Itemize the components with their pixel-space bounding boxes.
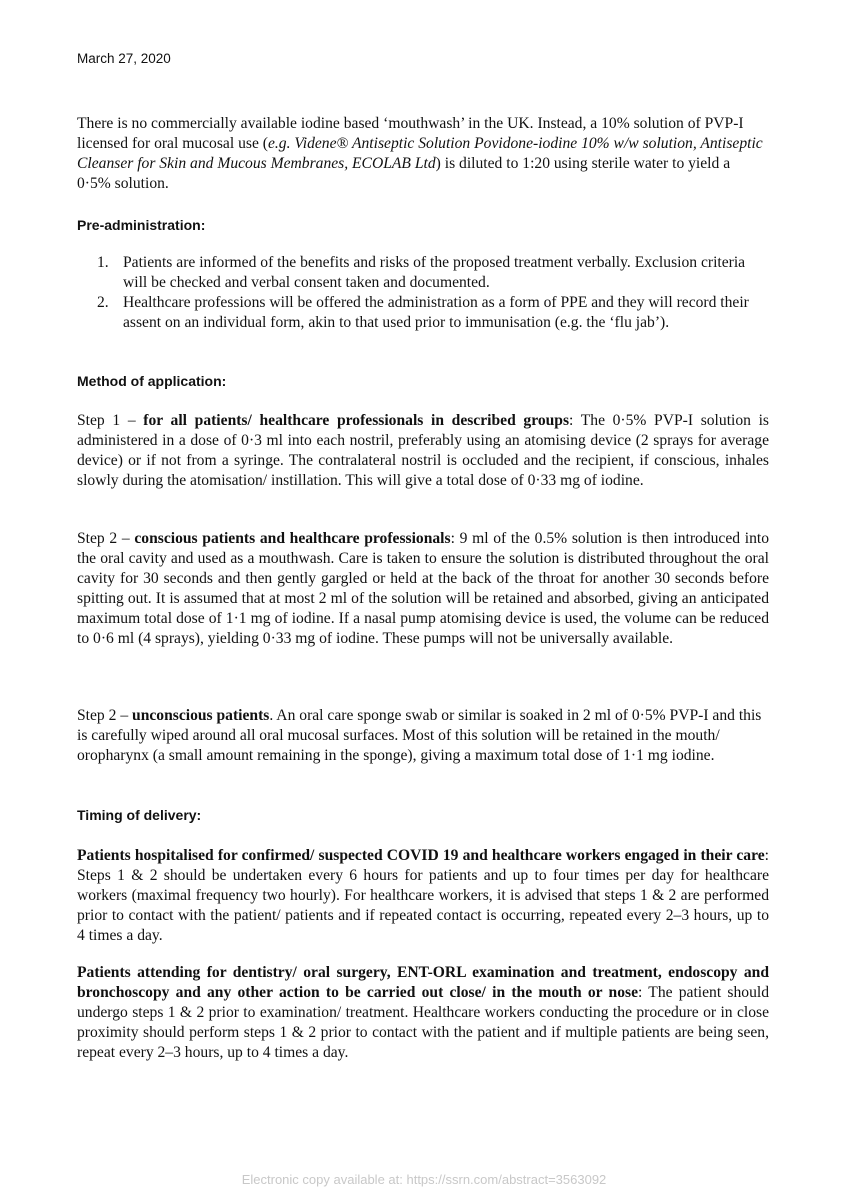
timing-attending-paragraph (77, 963, 769, 1063)
timing-group-label: Patients attending for dentistry/ oral surgery, ENT-ORL examination and treatment, endoscopy and bronchoscopy and any other action to be carried out close/ in the mouth or nose (77, 964, 769, 1001)
method-heading-prefix: Method of (77, 373, 148, 389)
method-heading (77, 371, 769, 391)
document-date: March 27, 2020 (77, 51, 171, 66)
step-label: Step 2 – (77, 707, 133, 724)
list-item-number: 2. (97, 294, 109, 311)
step-description: . An oral care sponge swab or similar is soaked in 2 ml of 0·5% PVP-I and this is carefully wiped around all oral mucosal surfaces. Most of this solution will be retained in the mouth/ oropharynx (a small amount remaining in the sponge), giving a maximum total dose of 1·1 mg iodine. (77, 707, 762, 764)
step-target-group: unconscious patients (132, 707, 270, 724)
intro-text-end: ) is diluted to 1:20 using sterile water to yield a 0·5% solution. (77, 155, 731, 192)
timing-heading: Timing of delivery: (77, 807, 202, 823)
timing-group-label: Patients hospitalised for confirmed/ suspected COVID 19 and healthcare workers engaged in their care (77, 847, 765, 864)
method-heading-bold: application (147, 373, 222, 389)
step-description: : 9 ml of the 0.5% solution is then introduced into the oral cavity and used as a mouthwash. Care is taken to ensure the solution is distributed throughout the oral cavity for 30 seconds and then gently gargled or held at the back of the throat for another 30 seconds before spitting out. It is assumed that at most 2 ml of the solution will be retained and absorbed, giving an anticipated maximum total dose of 1·1 mg of iodine. If a nasal pump atomising device is used, the volume can be reduced to 0·6 ml (4 sprays), yielding 0·33 mg of iodine. These pumps will not be universally available. (77, 530, 769, 647)
method-heading-suffix: : (221, 373, 227, 389)
step-label: Step 2 – (77, 530, 135, 547)
step-label: Step 1 – (77, 412, 144, 429)
intro-text-start: There is no commercially available iodine based ‘mouthwash’ in the UK. Instead, a 10% solution of PVP-I licensed for oral mucosal use ( (77, 115, 744, 152)
ssrn-footer-link[interactable]: Electronic copy available at: https://ssrn.com/abstract=3563092 (241, 1172, 607, 1187)
timing-description: : The patient should undergo steps 1 & 2 prior to examination/ treatment. Healthcare workers conducting the procedure or in close proximity should perform steps 1 & 2 prior to contact with the patient and if multiple patients are being seen, repeat every 2–3 hours, up to 4 times a day. (77, 984, 770, 1061)
intro-product-name: e.g. Videne® Antiseptic Solution Povidone-iodine 10% w/w solution, Antiseptic Cleanser for Skin and Mucous Membranes, ECOLAB Ltd (77, 135, 763, 172)
step-target-group: conscious patients and healthcare professionals (134, 530, 451, 547)
list-item-number: 1. (97, 254, 109, 271)
step1-paragraph (77, 411, 769, 491)
timing-description: : Steps 1 & 2 should be undertaken every 6 hours for patients and up to four times per day for healthcare workers (maximal frequency two hourly). For healthcare workers, it is advised that steps 1 & 2 are performed prior to contact with the patient/ patients and if repeated contact is occurring, repeated every 2–3 hours, up to 4 times a day. (77, 847, 769, 944)
timing-hospitalised-paragraph (77, 846, 769, 946)
step2-conscious-paragraph (77, 529, 769, 649)
step-target-group: for all patients/ healthcare professionals in described groups (143, 412, 570, 429)
step2-unconscious-paragraph (77, 706, 767, 766)
pre-administration-heading: Pre-administration: (77, 217, 206, 233)
step-description: : The 0·5% PVP-I solution is administered in a dose of 0·3 ml into each nostril, preferably using an atomising device (2 sprays for average device) or if not from a syringe. The contralateral nostril is occluded and the recipient, if conscious, inhales slowly during the atomisation/ instillation. This will give a total dose of 0·33 mg of iodine. (77, 412, 769, 489)
intro-paragraph (77, 114, 767, 194)
list-item-text: Healthcare professions will be offered the administration as a form of PPE and they will record their assent on an individual form, akin to that used prior to immunisation (e.g. the ‘flu jab’). (123, 294, 749, 331)
list-item (77, 293, 767, 333)
pre-administration-list (77, 253, 767, 333)
list-item (77, 253, 767, 293)
list-item-text: Patients are informed of the benefits and risks of the proposed treatment verbally. Exclusion criteria will be checked and verbal consent taken and documented. (123, 254, 746, 291)
